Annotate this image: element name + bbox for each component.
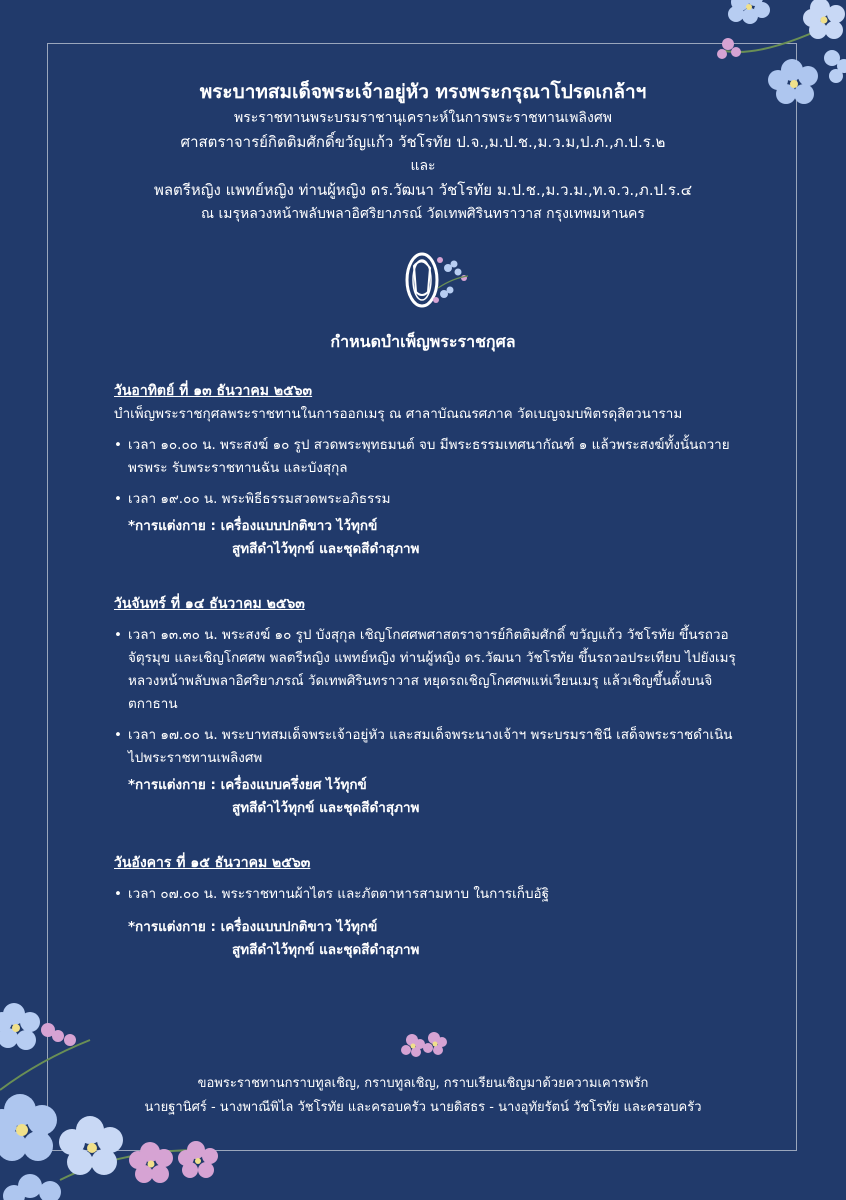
- header-line2: ศาสตราจารย์กิตติมศักดิ์ขวัญแก้ว วัชโรทัย ป.จ.,ม.ป.ช.,ม.ว.ม,ป.ภ.,ภ.ป.ร.๒: [180, 133, 666, 151]
- header-line1: พระราชทานพระบรมราชานุเคราะห์ในการพระราชทานเพลิงศพ: [234, 110, 612, 126]
- day2-dress2: สูทสีดำไว้ทุกข์ และชุดสีดำสุภาพ: [232, 800, 420, 816]
- footer-line2: นายฐานิศร์ - นางพาณีพิไล วัชโรทัย และครอบครัว นายดิสธร - นางอุทัยรัตน์ วัชโรทัย และครอบครัว: [144, 1100, 702, 1115]
- small-flower-icon: [398, 1028, 450, 1060]
- header-title: พระบาทสมเด็จพระเจ้าอยู่หัว ทรงพระกรุณาโปรดเกล้าฯ: [199, 81, 647, 103]
- agenda-title: กำหนดบำเพ็ญพระราชกุศล: [330, 332, 516, 351]
- day3-dress1: เครื่องแบบปกติขาว ไว้ทุกข์: [220, 919, 378, 935]
- day1-dress-code: [114, 515, 744, 561]
- day3-item1: • เวลา ๐๗.๐๐ น. พระราชทานผ้าไตร และภัตตาหารสามหาบ ในการเก็บอัฐิ: [114, 883, 744, 906]
- footer-line1: ขอพระราชทานกราบทูลเชิญ, กราบทูลเชิญ, กราบเรียนเชิญมาด้วยความเคารพรัก: [197, 1076, 649, 1091]
- royal-monogram-emblem-icon: [398, 248, 488, 312]
- day1-intro: บำเพ็ญพระราชกุศลพระราชทานในการออกเมรุ ณ ศาลาบัณณรศภาค วัดเบญจมบพิตรดุสิตวนาราม: [114, 406, 683, 422]
- day1-item1: • เวลา ๑๐.๐๐ น. พระสงฆ์ ๑๐ รูป สวดพระพุทธมนต์ จบ มีพระธรรมเทศนากัณฑ์ ๑ แล้วพระสงฆ์ทั้งนั้นถวายพรพระ รับพระราชทานฉัน และบังสุกุล: [114, 434, 744, 480]
- day1-item2: • เวลา ๑๙.๐๐ น. พระพิธีธรรมสวดพระอภิธรรม: [114, 488, 744, 511]
- day2-item2: • เวลา ๑๗.๐๐ น. พระบาทสมเด็จพระเจ้าอยู่หัว และสมเด็จพระนางเจ้าฯ พระบรมราชินี เสด็จพระราชดำเนินไปพระราชทานเพลิงศพ: [114, 724, 744, 770]
- dress-label: *การแต่งกาย :: [128, 777, 216, 793]
- day2-dress1: เครื่องแบบครึ่งยศ ไว้ทุกข์: [220, 777, 367, 793]
- day2-item1: • เวลา ๑๓.๓๐ น. พระสงฆ์ ๑๐ รูป บังสุกุล เชิญโกศศพศาสตราจารย์กิตติมศักดิ์ ขวัญแก้ว วัชโรทัย ขึ้นรถวอจัตุรมุข และเชิญโกศศพ พลตรีหญิง แพทย์หญิง ท่านผู้หญิง ดร.วัฒนา วัชโรทัย ขึ้นรถวอประเทียบ ไปยังเมรุหลวงหน้าพลับพลาอิศริยาภรณ์ วัดเทพศิรินทราวาส หยุดรถเชิญโกศศพแห่เวียนเมรุ แล้วเชิญขึ้นตั้งบนจิตกาธาน: [114, 624, 744, 716]
- header-line4: ณ เมรุหลวงหน้าพลับพลาอิศริยาภรณ์ วัดเทพศิรินทราวาส กรุงเทพมหานคร: [201, 206, 645, 222]
- day3-heading: วันอังคาร ที่ ๑๕ ธันวาคม ๒๕๖๓: [114, 855, 311, 871]
- day3-dress2: สูทสีดำไว้ทุกข์ และชุดสีดำสุภาพ: [232, 942, 420, 958]
- invitation-header: [0, 78, 846, 226]
- day2-heading: วันจันทร์ ที่ ๑๔ ธันวาคม ๒๕๖๓: [114, 596, 305, 612]
- day1-dress2: สูทสีดำไว้ทุกข์ และชุดสีดำสุภาพ: [232, 541, 420, 557]
- day2-dress-code: [114, 774, 744, 820]
- dress-label: *การแต่งกาย :: [128, 518, 216, 534]
- day3-dress-code: [114, 916, 744, 962]
- footer: [0, 1072, 846, 1120]
- dress-label: *การแต่งกาย :: [128, 919, 216, 935]
- header-line3: พลตรีหญิง แพทย์หญิง ท่านผู้หญิง ดร.วัฒนา วัชโรทัย ม.ป.ช.,ม.ว.ม.,ท.จ.ว.,ภ.ป.ร.๔: [153, 181, 693, 199]
- day1-dress1: เครื่องแบบปกติขาว ไว้ทุกข์: [220, 518, 378, 534]
- schedule: [114, 380, 744, 962]
- day1-heading: วันอาทิตย์ ที่ ๑๓ ธันวาคม ๒๕๖๓: [114, 383, 313, 399]
- header-and: และ: [410, 158, 436, 174]
